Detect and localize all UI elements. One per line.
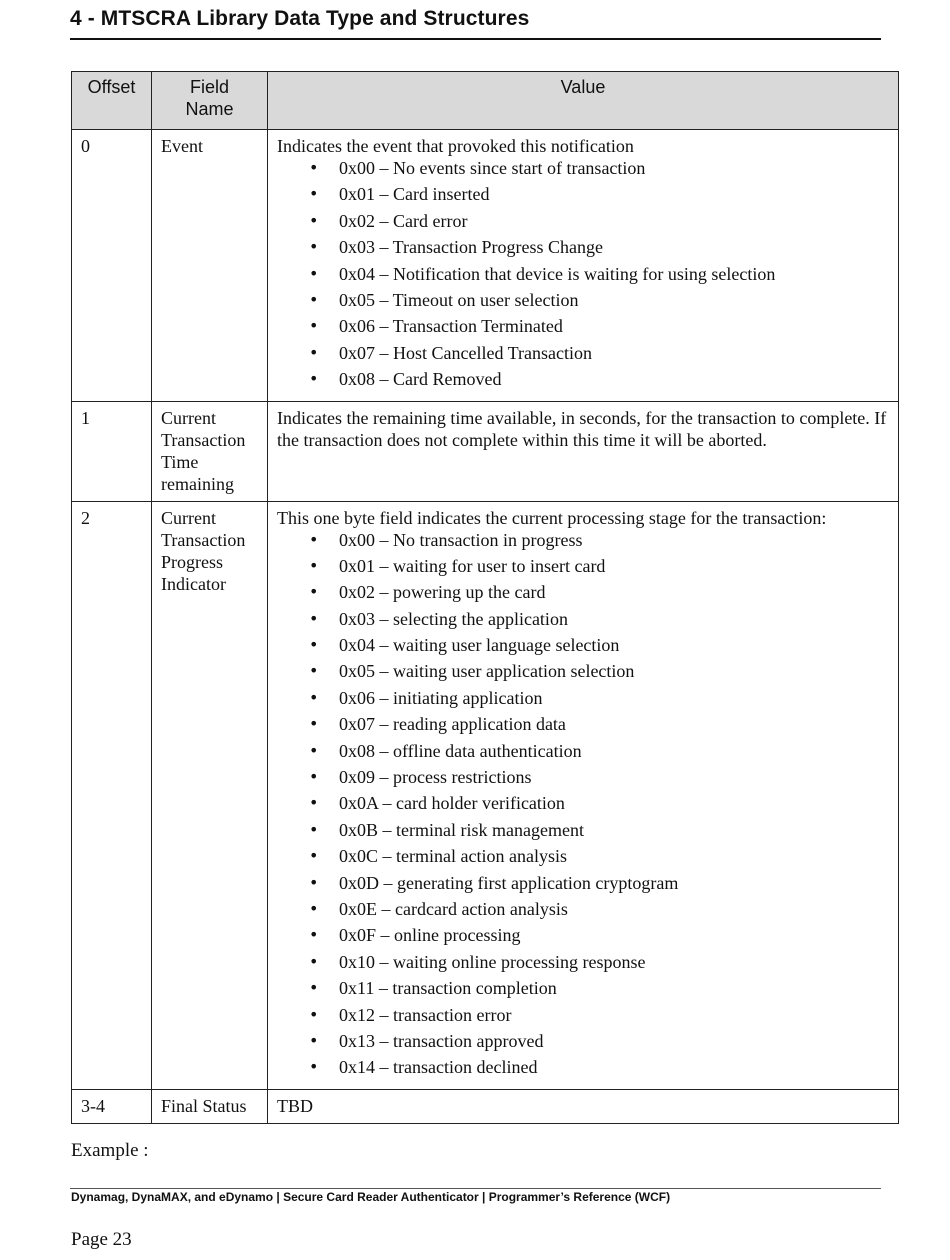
page-number: Page 23 — [71, 1229, 132, 1250]
list-item: • 0x02 – Card error — [277, 210, 889, 236]
value-cell — [268, 501, 899, 1089]
field-name-cell: Current Transaction Time remaining — [152, 401, 268, 501]
list-item: • 0x11 – transaction completion — [277, 977, 889, 1003]
list-item: • 0x0E – cardcard action analysis — [277, 898, 889, 924]
list-item: • 0x01 – Card inserted — [277, 183, 889, 209]
field-name-cell: Final Status — [152, 1089, 268, 1123]
value-cell — [268, 1089, 899, 1123]
list-item: • 0x07 – Host Cancelled Transaction — [277, 342, 889, 368]
list-item: • 0x06 – Transaction Terminated — [277, 315, 889, 341]
list-item: • 0x07 – reading application data — [277, 713, 889, 739]
footer-text: Dynamag, DynaMAX, and eDynamo | Secure Card Reader Authenticator | Programmer’s Reference (WCF) — [71, 1190, 671, 1204]
list-item: • 0x04 – waiting user language selection — [277, 634, 889, 660]
list-item: • 0x09 – process restrictions — [277, 766, 889, 792]
list-item: • 0x12 – transaction error — [277, 1004, 889, 1030]
table-row — [72, 501, 899, 1089]
field-name-cell: Event — [152, 130, 268, 402]
list-item: • 0x0F – online processing — [277, 924, 889, 950]
list-item: • 0x00 – No transaction in progress — [277, 529, 889, 555]
list-item: • 0x01 – waiting for user to insert card — [277, 555, 889, 581]
value-description: Indicates the event that provoked this notification — [277, 136, 634, 156]
column-header-offset: Offset — [72, 72, 152, 130]
value-cell — [268, 401, 899, 501]
table-row — [72, 1089, 899, 1123]
list-item: • 0x14 – transaction declined — [277, 1056, 889, 1082]
data-structure-table — [71, 71, 899, 1124]
list-item: • 0x04 – Notification that device is waiting for using selection — [277, 263, 889, 289]
value-list — [277, 157, 889, 395]
list-item: • 0x10 – waiting online processing response — [277, 951, 889, 977]
list-item: • 0x05 – waiting user application selection — [277, 660, 889, 686]
value-description: This one byte field indicates the current processing stage for the transaction: — [277, 507, 827, 528]
list-item: • 0x03 – selecting the application — [277, 608, 889, 634]
footer-divider — [70, 1188, 881, 1189]
table-header-row — [72, 72, 899, 130]
example-label: Example : — [71, 1140, 149, 1161]
offset-cell: 3-4 — [72, 1089, 152, 1123]
list-item: • 0x00 – No events since start of transaction — [277, 157, 889, 183]
column-header-value: Value — [268, 72, 899, 130]
value-description: Indicates the remaining time available, in seconds, for the transaction to complete. If the transaction does not complete within this time it will be aborted. — [277, 407, 887, 450]
value-description: TBD — [277, 1095, 313, 1116]
list-item: • 0x0B – terminal risk management — [277, 819, 889, 845]
list-item: • 0x03 – Transaction Progress Change — [277, 236, 889, 262]
list-item: • 0x06 – initiating application — [277, 687, 889, 713]
offset-cell: 2 — [72, 501, 152, 1089]
offset-cell: 0 — [72, 130, 152, 402]
list-item: • 0x05 – Timeout on user selection — [277, 289, 889, 315]
section-title: 4 - MTSCRA Library Data Type and Structures — [70, 7, 530, 30]
value-list — [277, 529, 889, 1083]
list-item: • 0x0A – card holder verification — [277, 792, 889, 818]
column-header-field-name: Field Name — [152, 72, 268, 130]
header-divider — [70, 38, 881, 40]
offset-cell: 1 — [72, 401, 152, 501]
table-row — [72, 401, 899, 501]
field-name-cell: Current Transaction Progress Indicator — [152, 501, 268, 1089]
list-item: • 0x0C – terminal action analysis — [277, 845, 889, 871]
list-item: • 0x08 – Card Removed — [277, 368, 889, 394]
list-item: • 0x02 – powering up the card — [277, 581, 889, 607]
list-item: • 0x13 – transaction approved — [277, 1030, 889, 1056]
table-row — [72, 130, 899, 402]
value-cell — [268, 130, 899, 402]
list-item: • 0x0D – generating first application cryptogram — [277, 872, 889, 898]
list-item: • 0x08 – offline data authentication — [277, 740, 889, 766]
